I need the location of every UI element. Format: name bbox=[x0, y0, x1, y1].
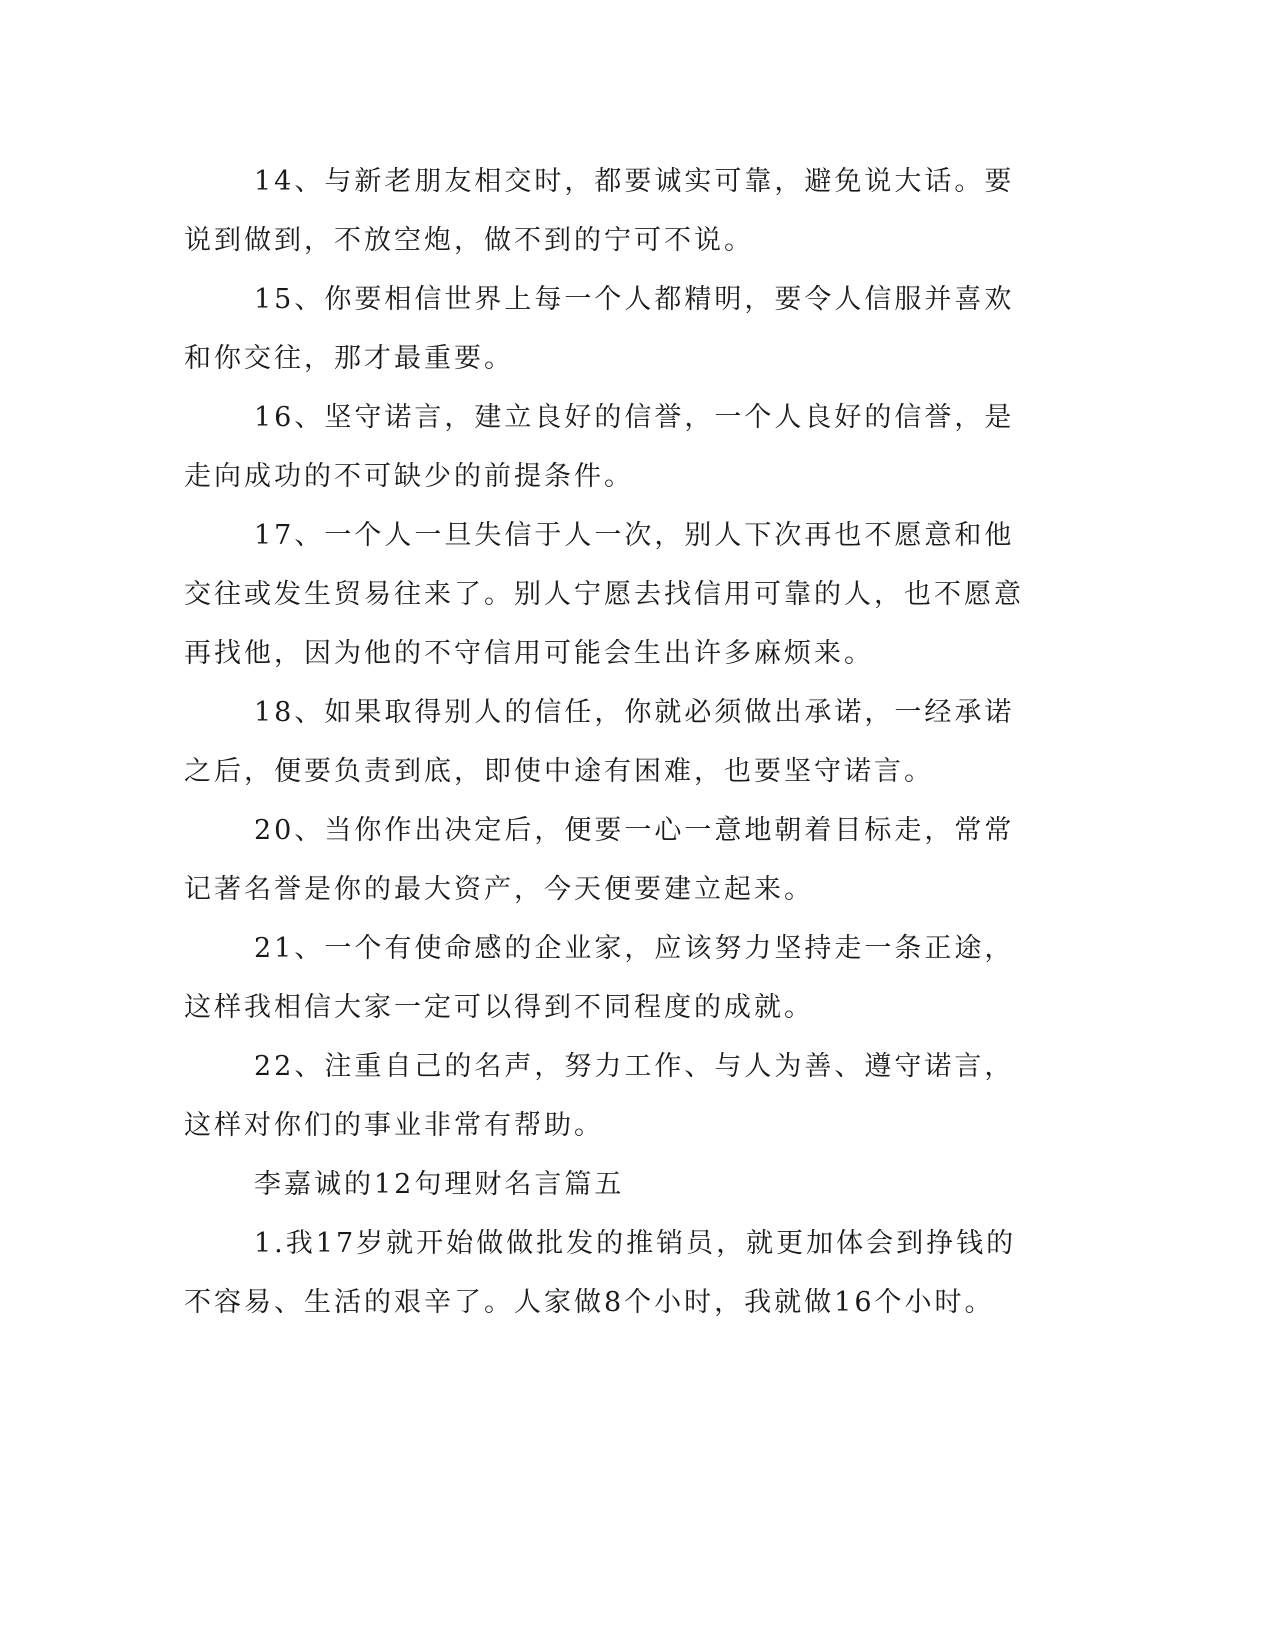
paragraph-16: 16、坚守诺言，建立良好的信誉，一个人良好的信誉，是走向成功的不可缺少的前提条件。 bbox=[184, 402, 1015, 492]
paragraph-17: 17、一个人一旦失信于人一次，别人下次再也不愿意和他交往或发生贸易往来了。别人宁愿去找信用可靠的人，也不愿意再找他，因为他的不守信用可能会生出许多麻烦来。 bbox=[184, 520, 1024, 669]
section-heading: 李嘉诚的12句理财名言篇五 bbox=[254, 1169, 625, 1200]
paragraph-18: 18、如果取得别人的信任，你就必须做出承诺，一经承诺之后，便要负责到底，即使中途有困难，也要坚守诺言。 bbox=[184, 697, 1015, 787]
document-body bbox=[184, 152, 1044, 1332]
paragraph-15: 15、你要相信世界上每一个人都精明，要令人信服并喜欢和你交往，那才最重要。 bbox=[184, 284, 1015, 374]
paragraph-1: 1.我17岁就开始做做批发的推销员，就更加体会到挣钱的不容易、生活的艰辛了。人家做8个小时，我就做16个小时。 bbox=[184, 1228, 1017, 1318]
paragraph-20: 20、当你作出决定后，便要一心一意地朝着目标走，常常记著名誉是你的最大资产，今天便要建立起来。 bbox=[184, 815, 1015, 905]
paragraph-14: 14、与新老朋友相交时，都要诚实可靠，避免说大话。要说到做到，不放空炮，做不到的宁可不说。 bbox=[184, 166, 1015, 256]
paragraph-22: 22、注重自己的名声，努力工作、与人为善、遵守诺言，这样对你们的事业非常有帮助。 bbox=[184, 1051, 1015, 1141]
paragraph-21: 21、一个有使命感的企业家，应该努力坚持走一条正途，这样我相信大家一定可以得到不同程度的成就。 bbox=[184, 933, 1015, 1023]
